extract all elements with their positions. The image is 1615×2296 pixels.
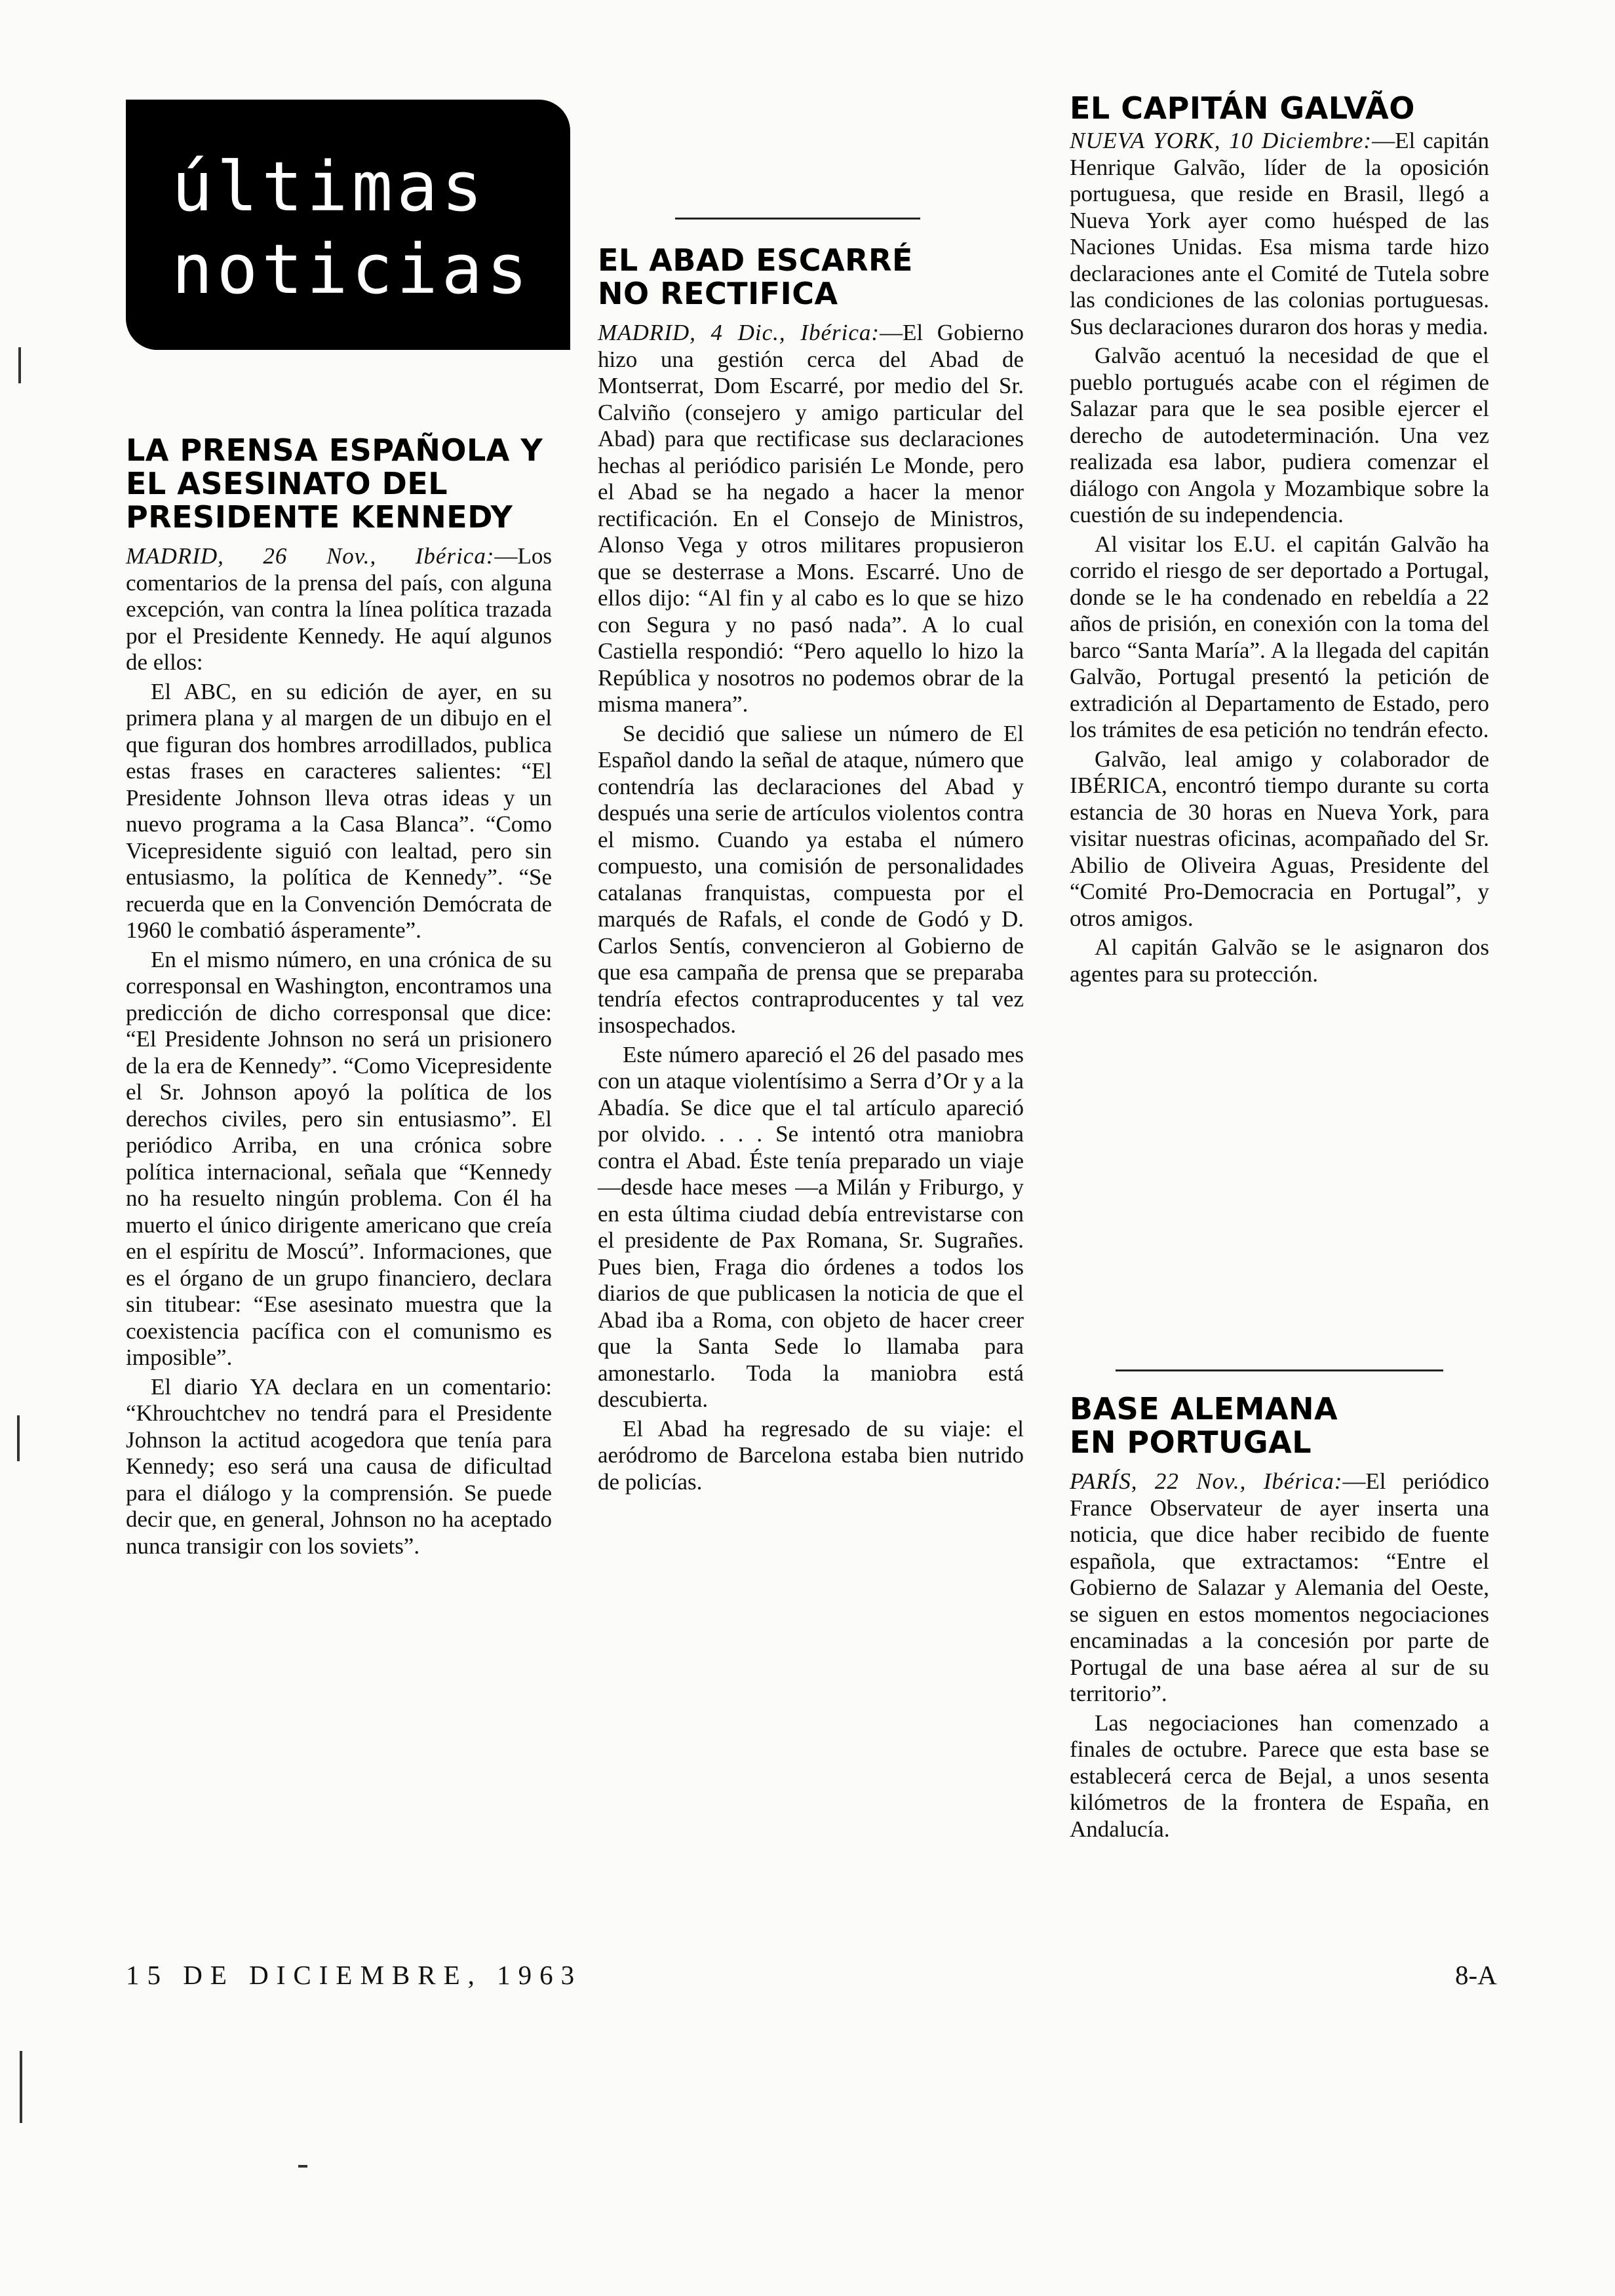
- article-4-headline-line-2: EN PORTUGAL: [1070, 1425, 1312, 1460]
- article-4-headline: [1070, 1392, 1489, 1459]
- article-abad-escarre: [598, 244, 1024, 1498]
- article-3-paragraph-5: Al capitán Galvão se le asignaron dos agentes para su protección.: [1070, 934, 1489, 987]
- article-1-paragraph-3: En el mismo número, en una crónica de su corresponsal en Washington, encontramos una predicción de dicho corresponsal que dice: “El Presidente Johnson no será un prisionero de la era de Kennedy”. “Como Vicepresidente el Sr. Johnson apoyó la política de los derechos civiles, pero sin entusiasmo”. El periódico Arriba, en una crónica sobre política internacional, señala que “Kennedy no ha resuelto ningún problema. Con él ha muerto el único dirigente americano que creía en el espíritu de Moscú”. Informaciones, que es el órgano de un grupo financiero, declara sin titubear: “Ese asesinato muestra que la coexistencia pacífica con el comunismo es imposible”.: [126, 946, 552, 1370]
- divider-rule: [1116, 1369, 1443, 1371]
- article-2-paragraph-4: El Abad ha regresado de su viaje: el aeródromo de Barcelona estaba bien nutrido de policías.: [598, 1415, 1024, 1495]
- article-capitan-galvao: [1070, 92, 1489, 990]
- article-3-paragraph-1: [1070, 128, 1489, 340]
- article-2-paragraph-3: Este número apareció el 26 del pasado mes con un ataque violentísimo a Serra d’Or y a la Abadía. Se dice que el tal artículo apareció por olvido. . . . Se intentó otra maniobra contra el Abad. Éste tenía preparado un viaje—desde hace meses —a Milán y Friburgo, y en esta última ciudad debía entrevistarse con el presidente de Pax Romana, Sr. Sugrañes. Pues bien, Fraga dio órdenes a todos los diarios de que publicasen la noticia de que el Abad iba a Roma, con objeto de hacer creer que la Santa Sede lo llamaba para amonestarlo. Toda la maniobra está descubierta.: [598, 1041, 1024, 1412]
- article-3-paragraph-1-text: —El capitán Henrique Galvão, líder de la oposición portuguesa, que reside en Brasil, llegó a Nueva York ayer como huésped de las Naciones Unidas. Esa misma tarde hizo declaraciones ante el Comité de Tutela sobre las condiciones de las colonias portuguesas. Sus declaraciones duraron dos horas y media.: [1070, 128, 1490, 339]
- article-1-headline-line-2: EL ASESINATO DEL: [126, 466, 448, 501]
- article-4-paragraph-1: [1070, 1468, 1489, 1708]
- article-1-body: [126, 543, 552, 1559]
- article-3-dateline: NUEVA YORK, 10 Diciembre:: [1070, 128, 1372, 153]
- footer-date: 15 DE DICIEMBRE, 1963: [126, 1960, 583, 1990]
- article-1-dateline: MADRID, 26 Nov., Ibérica:: [126, 543, 495, 569]
- scan-mark: [20, 2051, 22, 2123]
- article-1-paragraph-1-text: —Los comentarios de la prensa del país, con alguna excepción, van contra la línea política trazada por el Presidente Kennedy. He aquí algunos de ellos:: [126, 543, 552, 675]
- scan-mark: [18, 347, 21, 383]
- article-2-dateline: MADRID, 4 Dic., Ibérica:: [598, 320, 880, 345]
- scan-mark: [298, 2165, 307, 2168]
- article-3-paragraph-2: Galvão acentuó la necesidad de que el pueblo portugués acabe con el régimen de Salazar para que le sea posible ejercer el derecho de autodeterminación. Una vez realizada esa labor, pudiera comenzar el diálogo con Angola y Mozambique sobre la cuestión de su independencia.: [1070, 343, 1489, 527]
- section-title-line-1: últimas: [172, 147, 487, 227]
- scan-mark: [17, 1415, 20, 1461]
- article-4-body: [1070, 1468, 1489, 1843]
- article-2-body: [598, 320, 1024, 1495]
- article-2-paragraph-1-text: —El Gobierno hizo una gestión cerca del Abad de Montserrat, Dom Escarré, por medio del Sr. Calviño (consejero y amigo particular del Abad) para que rectificase sus declaraciones hechas al periódico parisién Le Monde, pero el Abad se ha negado a hacer la menor rectificación. En el Consejo de Ministros, Alonso Vega y otros militares propusieron que se desterrase a Mons. Escarré. Uno de ellos dijo: “Al fin y al cabo es lo que se hizo con Segura y no pasó nada”. A lo cual Castiella respondió: “Pero aquello lo hizo la República y nosotros no podemos obrar de la misma manera”.: [598, 320, 1024, 717]
- article-4-dateline: PARÍS, 22 Nov., Ibérica:: [1070, 1468, 1343, 1494]
- article-3-paragraph-3: Al visitar los E.U. el capitán Galvão ha corrido el riesgo de ser deportado a Portugal, donde se le ha condenado en rebeldía a 22 años de prisión, en conexión con la toma del barco “Santa María”. A la llegada del capitán Galvão, Portugal presentó la petición de extradición al Departamento de Estado, pero los trámites de esa petición no tendrán efecto.: [1070, 531, 1489, 742]
- ultimas-noticias-box: [126, 100, 570, 350]
- article-base-alemana: [1070, 1392, 1489, 1845]
- article-3-headline-line-1: EL CAPITÁN GALVÃO: [1070, 90, 1415, 126]
- divider-rule: [675, 218, 920, 220]
- section-title-line-2: noticias: [172, 229, 532, 309]
- article-4-paragraph-1-text: —El periódico France Observateur de ayer inserta una noticia, que dice haber recibido de fuente española, que extractamos: “Entre el Gobierno de Salazar y Alemania del Oeste, se siguen en estos momentos negociaciones encaminadas a la concesión por parte de Portugal de una base aérea al sur de su territorio”.: [1070, 1468, 1489, 1706]
- article-4-paragraph-2: Las negociaciones han comenzado a finales de octubre. Parece que esta base se establecerá cerca de Bejal, a unos sesenta kilómetros de la frontera de España, en Andalucía.: [1070, 1710, 1489, 1842]
- article-3-body: [1070, 128, 1489, 987]
- article-1-headline-line-1: LA PRENSA ESPAÑOLA Y: [126, 432, 543, 468]
- article-1-paragraph-1: [126, 543, 552, 676]
- article-2-headline-line-2: NO RECTIFICA: [598, 276, 838, 311]
- footer-page-number: 8-A: [1455, 1960, 1497, 1990]
- article-prensa-espanola: [126, 434, 552, 1562]
- article-4-headline-line-1: BASE ALEMANA: [1070, 1391, 1338, 1426]
- article-3-paragraph-4: Galvão, leal amigo y colaborador de IBÉRICA, encontró tiempo durante su corta estancia de 30 horas en Nueva York, para visitar nuestras oficinas, acompañado del Sr. Abilio de Oliveira Aguas, Presidente del “Comité Pro-Democracia en Portugal”, y otros amigos.: [1070, 746, 1489, 931]
- section-title: [172, 145, 532, 311]
- article-3-headline: [1070, 92, 1489, 125]
- article-1-headline: [126, 434, 552, 534]
- article-1-headline-line-3: PRESIDENTE KENNEDY: [126, 499, 513, 535]
- article-2-paragraph-1: [598, 320, 1024, 718]
- article-2-headline: [598, 244, 1024, 311]
- article-1-paragraph-2: El ABC, en su edición de ayer, en su primera plana y al margen de un dibujo en el que figuran dos hombres arrodillados, publica estas frases en caracteres salientes: “El Presidente Johnson lleva otras ideas y un nuevo programa a la Casa Blanca”. “Como Vicepresidente siguió con lealtad, pero sin entusiasmo, la política de Kennedy”. “Se recuerda que en la Convención Demócrata de 1960 le combatió ásperamente”.: [126, 678, 552, 943]
- article-2-paragraph-2: Se decidió que saliese un número de El Español dando la señal de ataque, número que contendría las declaraciones del Abad y después una serie de artículos violentos contra el mismo. Cuando ya estaba el número compuesto, una comisión de personalidades catalanas franquistas, compuesta por el marqués de Rafals, el conde de Godó y D. Carlos Sentís, convencieron al Gobierno de que esa campaña de prensa que se preparaba tendría efectos contraproducentes y tal vez insospechados.: [598, 720, 1024, 1038]
- article-1-paragraph-4: El diario YA declara en un comentario: “Khrouchtchev no tendrá para el Presidente Johnson la actitud acogedora que tenía para Kennedy; eso será una causa de dificultad para el diálogo y la comprensión. Se puede decir que, en general, Johnson no ha aceptado nunca transigir con los soviets”.: [126, 1373, 552, 1559]
- article-2-headline-line-1: EL ABAD ESCARRÉ: [598, 242, 913, 278]
